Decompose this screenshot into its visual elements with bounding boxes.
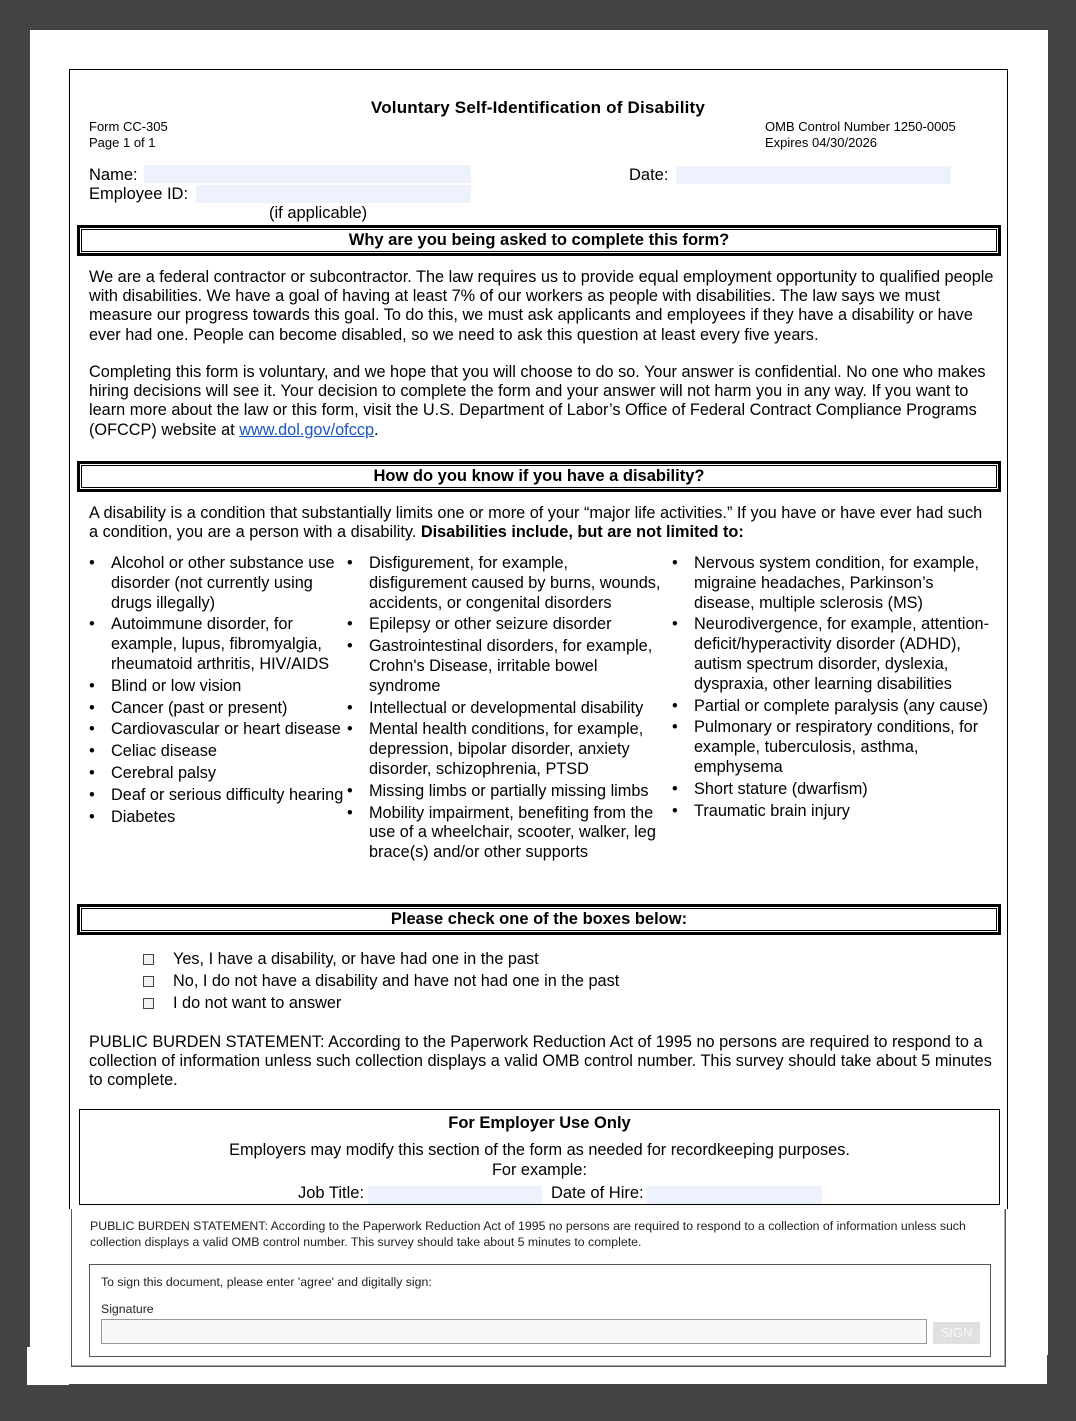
name-input[interactable] — [144, 165, 471, 183]
bullet-icon: • — [347, 554, 353, 572]
why-paragraph-2 — [89, 363, 994, 440]
bullet-icon: • — [89, 742, 95, 761]
disability-item-text: Autoimmune disorder, for example, lupus, fibromyalgia, rheumatoid arthritis, HIV/AIDS — [111, 615, 330, 673]
bullet-icon: • — [89, 720, 95, 739]
page-edge — [27, 1347, 69, 1385]
signature-input[interactable] — [101, 1319, 927, 1344]
expiration-date: Expires 04/30/2026 — [765, 135, 878, 150]
bullet-icon: • — [89, 698, 95, 717]
disability-item-text: Mobility impairment, benefiting from the use of a wheelchair, scooter, walker, leg brace(s) and/or other supports — [369, 803, 656, 862]
why-paragraph-1: We are a federal contractor or subcontractor. The law requires us to provide equal employment opportunity to qualified people with disabilities. We have a goal of having at least 7% of our workers as people with disabilities. The law says we must measure our progress towards this goal. To do this, we must ask applicants and employees if they have a disability or have ever had one. People can become disabled, so we need to ask this question at least every five years. — [89, 268, 994, 344]
disability-item — [347, 804, 667, 863]
bullet-icon: • — [347, 781, 353, 800]
form-meta-right — [765, 119, 956, 151]
ofccp-link[interactable]: www.dol.gov/ofccp — [239, 420, 375, 439]
employer-heading: For Employer Use Only — [448, 1114, 631, 1132]
disability-item — [89, 554, 349, 613]
disability-item-text: Mental health conditions, for example, depression, bipolar disorder, anxiety disorder, schizophrenia, PTSD — [369, 720, 644, 778]
section-heading-check: Please check one of the boxes below: — [77, 904, 1001, 935]
employee-id-input[interactable] — [196, 185, 471, 203]
form-meta-left — [89, 119, 168, 151]
bullet-icon: • — [347, 615, 353, 634]
option-decline-label: I do not want to answer — [173, 994, 342, 1012]
how-intro-text: A disability is a condition that substantially limits one or more of your “major life activities.” If you have or have ever had such a condition, you are a person with a disability. — [89, 504, 983, 542]
bullet-icon: • — [89, 763, 95, 782]
omb-control-number: OMB Control Number 1250-0005 — [765, 119, 956, 134]
bullet-icon: • — [672, 615, 678, 634]
disability-item-text: Intellectual or developmental disability — [369, 698, 644, 717]
disability-item — [672, 802, 997, 822]
disability-item-text: Pulmonary or respiratory conditions, for example, tuberculosis, asthma, emphysema — [694, 718, 979, 776]
bullet-icon: • — [89, 785, 95, 804]
section-heading-how: How do you know if you have a disability? — [77, 461, 1001, 492]
option-no-label: No, I do not have a disability and have not had one in the past — [173, 972, 620, 990]
disability-item — [89, 808, 349, 828]
disability-item-text: Traumatic brain injury — [694, 801, 850, 820]
how-intro-bold: Disabilities include, but are not limited to: — [420, 523, 744, 542]
disability-item-text: Celiac disease — [111, 742, 217, 761]
date-of-hire-input[interactable] — [646, 1186, 822, 1204]
employee-id-label: Employee ID: — [89, 185, 189, 203]
disability-item — [89, 720, 349, 740]
disability-item — [672, 780, 997, 800]
how-intro — [89, 504, 994, 542]
disability-item — [89, 677, 349, 697]
employer-example: For example: — [491, 1160, 587, 1179]
disability-item — [347, 615, 667, 635]
bullet-icon: • — [347, 637, 353, 656]
bullet-icon: • — [89, 676, 95, 695]
disability-item-text: Short stature (dwarfism) — [694, 779, 868, 798]
disability-item — [347, 782, 667, 802]
disability-item-text: Diabetes — [111, 807, 176, 826]
disability-item-text: Alcohol or other substance use disorder (not currently using drugs illegally) — [111, 554, 335, 612]
public-burden-statement: PUBLIC BURDEN STATEMENT: According to the Paperwork Reduction Act of 1995 no persons are required to respond to a collection of information unless such collection displays a valid OMB control number. This survey should take about 5 minutes to complete. — [89, 1033, 992, 1090]
bullet-icon: • — [89, 615, 95, 634]
signature-panel — [71, 1209, 1006, 1367]
sign-button[interactable]: SIGN — [933, 1322, 980, 1344]
signature-label: Signature — [101, 1302, 154, 1316]
option-yes-label: Yes, I have a disability, or have had one in the past — [173, 950, 539, 968]
date-input[interactable] — [676, 166, 951, 184]
disability-item — [89, 786, 349, 806]
job-title-input[interactable] — [368, 1186, 542, 1204]
page-number: Page 1 of 1 — [89, 135, 156, 150]
disability-item — [89, 615, 349, 674]
bullet-icon: • — [347, 720, 353, 739]
bullet-icon: • — [89, 807, 95, 826]
name-label: Name: — [89, 166, 138, 184]
bullet-icon: • — [672, 696, 678, 715]
disability-item-text: Cancer (past or present) — [111, 698, 288, 717]
checkbox-yes[interactable] — [143, 954, 154, 965]
checkbox-no[interactable] — [143, 976, 154, 987]
form-number: Form CC-305 — [89, 119, 168, 134]
form-title: Voluntary Self-Identification of Disability — [370, 98, 706, 117]
option-decline[interactable] — [143, 992, 619, 1014]
option-yes[interactable] — [143, 948, 619, 970]
bullet-icon: • — [672, 779, 678, 798]
disability-item — [672, 615, 997, 694]
disability-item — [89, 742, 349, 762]
checkbox-decline[interactable] — [143, 998, 154, 1009]
disability-item — [672, 554, 997, 613]
disability-item-text: Gastrointestinal disorders, for example, Crohn's Disease, irritable bowel syndrome — [369, 637, 653, 695]
disability-item — [89, 699, 349, 719]
signature-instruction: To sign this document, please enter 'agree' and digitally sign: — [101, 1275, 432, 1289]
date-of-hire-label: Date of Hire: — [551, 1184, 644, 1202]
date-label: Date: — [629, 166, 669, 184]
bullet-icon: • — [347, 803, 353, 822]
disability-item-text: Partial or complete paralysis (any cause) — [694, 696, 989, 715]
page-edge — [1009, 1350, 1047, 1384]
disability-list-column-1 — [89, 554, 349, 829]
bullet-icon: • — [89, 554, 95, 572]
why-paragraph-2-end: . — [374, 420, 379, 439]
disability-item-text: Cerebral palsy — [111, 763, 216, 782]
signature-burden-statement: PUBLIC BURDEN STATEMENT: According to the Paperwork Reduction Act of 1995 no persons are required to respond to a collection of information unless such collection displays a valid OMB control number. This survey should take about 5 minutes to complete. — [90, 1219, 966, 1249]
section-heading-why: Why are you being asked to complete this form? — [77, 225, 1001, 256]
disability-options — [143, 948, 619, 1014]
disability-item — [672, 697, 997, 717]
disability-item-text: Epilepsy or other seizure disorder — [369, 615, 612, 634]
bullet-icon: • — [347, 698, 353, 717]
disability-item — [89, 764, 349, 784]
why-paragraph-2-text: Completing this form is voluntary, and we hope that you will choose to do so. Your answer is confidential. No one who makes hiring decisions will see it. Your decision to complete the form and your answer will not harm you in any way. If you want to learn more about the law or this form, visit the U.S. Department of Labor’s Office of Federal Contract Compliance Programs (OFCCP) website at — [89, 363, 986, 439]
disability-item-text: Nervous system condition, for example, migraine headaches, Parkinson’s disease, multiple sclerosis (MS) — [694, 554, 980, 612]
disability-list-column-2 — [347, 554, 667, 865]
disability-item-text: Deaf or serious difficulty hearing — [111, 785, 344, 804]
disability-item — [347, 637, 667, 696]
option-no[interactable] — [143, 970, 619, 992]
disability-item — [347, 554, 667, 613]
disability-item-text: Cardiovascular or heart disease — [111, 720, 341, 739]
disability-item-text: Blind or low vision — [111, 676, 242, 695]
disability-item — [347, 699, 667, 719]
employer-text: Employers may modify this section of the form as needed for recordkeeping purposes. — [229, 1141, 850, 1159]
disability-item-text: Missing limbs or partially missing limbs — [369, 781, 649, 800]
bullet-icon: • — [672, 554, 678, 572]
bullet-icon: • — [672, 718, 678, 737]
employee-id-note: (if applicable) — [269, 204, 368, 222]
disability-item — [672, 718, 997, 777]
disability-item-text: Disfigurement, for example, disfigurement caused by burns, wounds, accidents, or congenital disorders — [369, 554, 661, 612]
job-title-label: Job Title: — [298, 1184, 365, 1202]
disability-item — [347, 720, 667, 779]
bullet-icon: • — [672, 801, 678, 820]
signature-box — [89, 1264, 991, 1357]
disability-item-text: Neurodivergence, for example, attention-deficit/hyperactivity disorder (ADHD), autism spectrum disorder, dyslexia, dyspraxia, other learning disabilities — [694, 615, 990, 693]
disability-list-column-3 — [672, 554, 997, 823]
